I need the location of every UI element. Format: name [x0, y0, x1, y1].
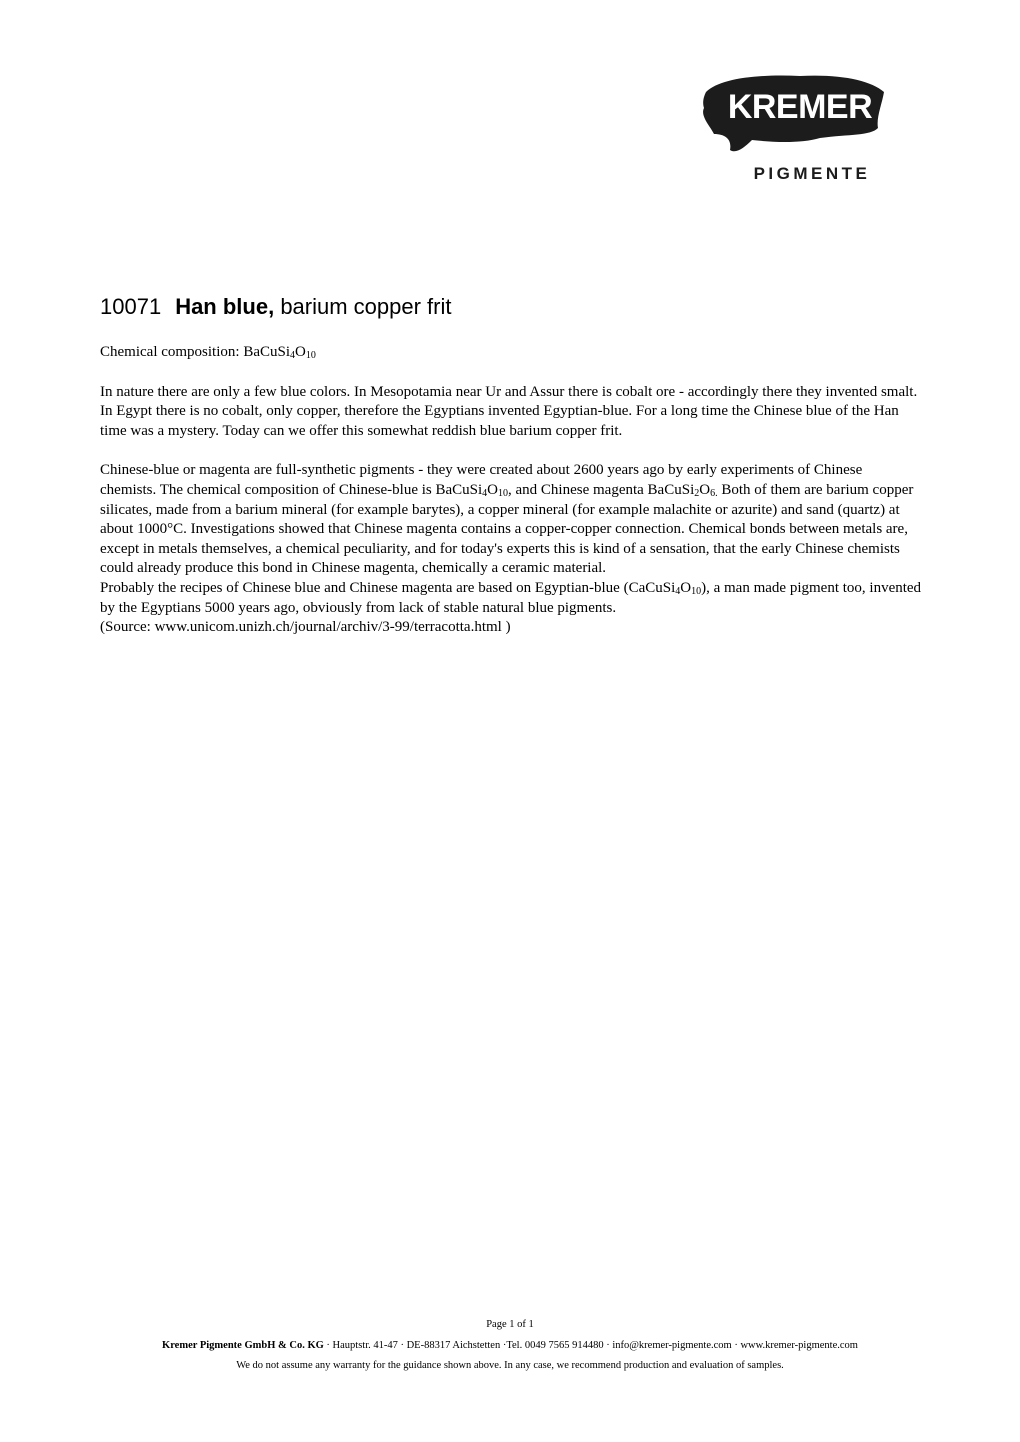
source-citation: (Source: www.unicom.unizh.ch/journal/archiv/3-99/terracotta.html ) — [100, 619, 511, 636]
logo-sub-text: PIGMENTE — [753, 164, 871, 183]
formula-subscript: 4 — [675, 585, 681, 597]
company-address: · Hauptstr. 41-47 · DE-88317 Aichstetten ·Tel. 0049 7565 914480 · info@kremer-pigmente.com · www.kremer-pigmente.com — [323, 1340, 858, 1351]
composition-subscript: 4 — [290, 350, 296, 361]
composition-subscript: 10 — [305, 350, 316, 361]
paragraph-synthesis — [100, 461, 922, 579]
formula-subscript: 10 — [691, 585, 702, 597]
page-number: Page 1 of 1 — [486, 1319, 534, 1330]
composition-formula-oxygen: O — [295, 344, 306, 360]
product-name: Han blue, — [175, 294, 275, 319]
page-footer — [0, 1315, 1020, 1376]
paragraph-recipes — [100, 579, 922, 618]
kremer-pigmente-logo — [700, 70, 900, 185]
text-run: Chinese-blue or magenta are full-synthetic pigments - they were created about 2600 years ago by early experiments of Chinese chemists. The chemical composition of Chinese-blue is BaCuSi — [100, 462, 863, 498]
text-run: O — [699, 481, 711, 498]
product-title — [100, 294, 452, 320]
composition-formula-base: BaCuSi — [243, 344, 291, 360]
chemical-composition — [100, 343, 922, 363]
formula-subscript: 2 — [694, 487, 700, 499]
formula-subscript: 4 — [482, 487, 488, 499]
formula-subscript: 6. — [710, 487, 718, 499]
logo-graphic — [700, 70, 900, 185]
text-run: O — [680, 579, 692, 596]
formula-subscript: 10 — [498, 487, 509, 499]
product-number: 10071 — [100, 294, 162, 319]
company-info — [0, 1336, 1020, 1356]
text-run: ), a man made pigment too, invented by the Egyptians 5000 years ago, obviously from lack of stable natural blue pigments. — [100, 579, 922, 616]
text-run: , and Chinese magenta BaCuSi — [508, 481, 695, 498]
product-subtitle: barium copper frit — [274, 294, 452, 319]
document-body — [100, 343, 922, 638]
text-run: Probably the recipes of Chinese blue and Chinese magenta are based on Egyptian-blue (CaCuSi — [100, 579, 676, 596]
logo-brand-text: KREMER — [727, 88, 873, 126]
text-run: Both of them are barium copper silicates, made from a barium mineral (for example barytes), a copper mineral (for example malachite or azurite) and sand (quartz) at about 1000°C. Investigations showed that Chinese magenta contains a copper-copper connection. Chemical bonds between metals are, except in metals themselves, a chemical peculiarity, and for today's experts this is kind of a sensation, that the early Chinese chemists could already produce this bond in Chinese magenta, chemically a ceramic material. — [100, 481, 914, 577]
disclaimer: We do not assume any warranty for the guidance shown above. In any case, we recommend production and evaluation of samples. — [236, 1360, 784, 1371]
company-name: Kremer Pigmente GmbH & Co. KG — [162, 1340, 324, 1351]
paragraph-history: In nature there are only a few blue colors. In Mesopotamia near Ur and Assur there is cobalt ore - accordingly there they invented smalt. In Egypt there is no cobalt, only copper, therefore the Egyptians invented Egyptian-blue. For a long time the Chinese blue of the Han time was a mystery. Today can we offer this somewhat reddish blue barium copper frit. — [100, 383, 918, 439]
composition-label: Chemical composition: — [100, 344, 244, 360]
text-run: O — [487, 481, 499, 498]
